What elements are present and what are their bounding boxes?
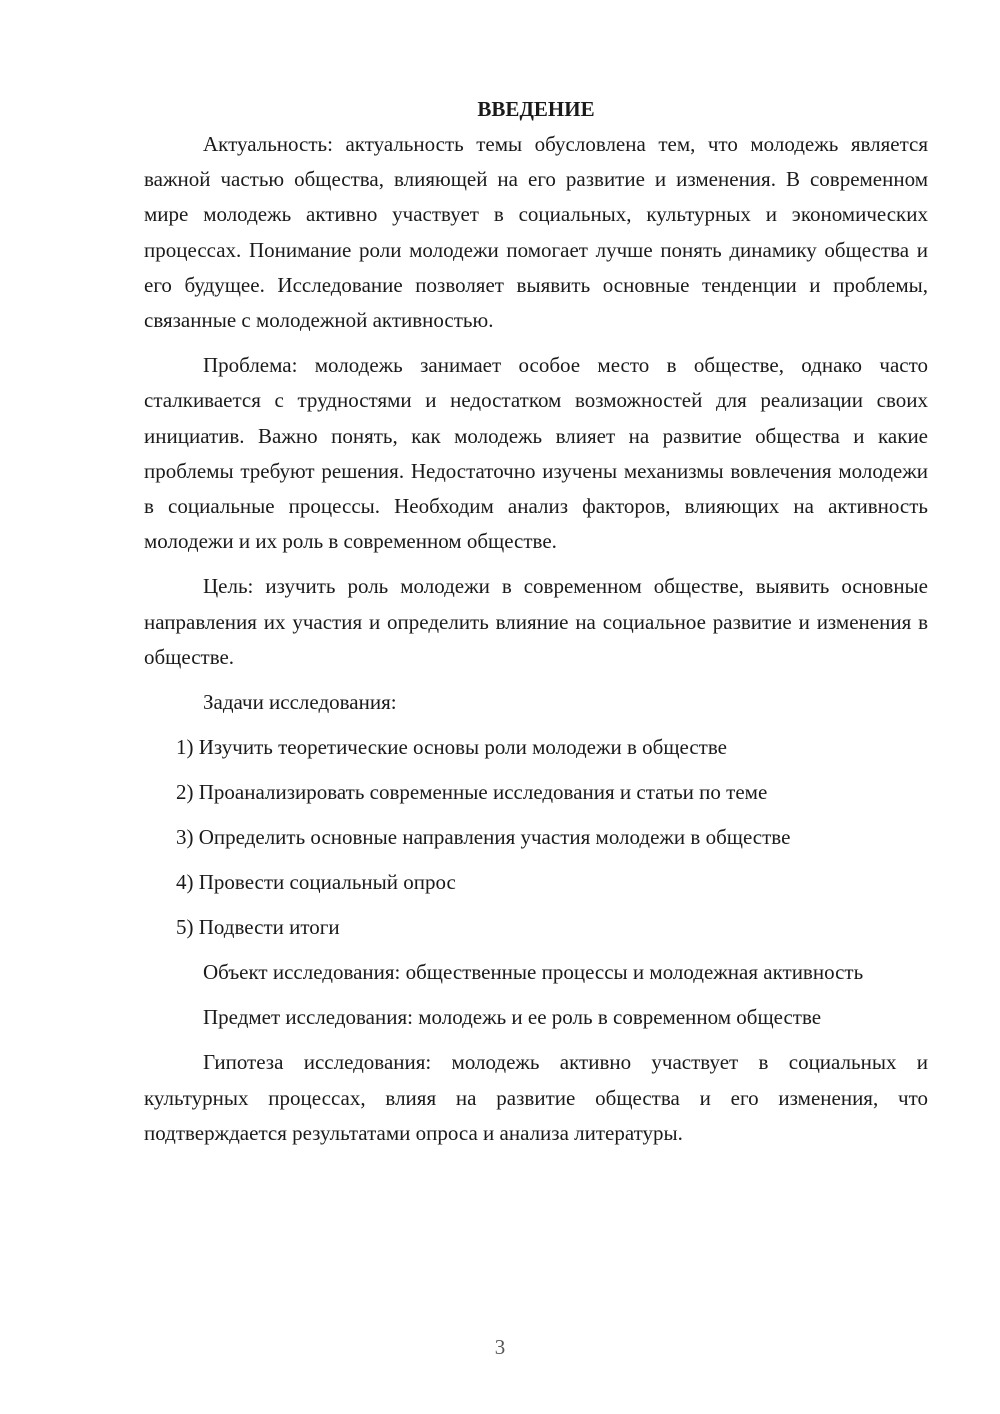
task-item: 3) Определить основные направления участия молодежи в обществе	[176, 825, 791, 850]
object-paragraph: Объект исследования: общественные процессы и молодежная активность	[203, 960, 864, 985]
problem-paragraph: Проблема: молодежь занимает особое место в обществе, однако часто сталкивается с трудностями и недостатком возможностей для реализации своих инициатив. Важно понять, как молодежь влияет на развитие общества и какие проблемы требуют решения. Недостаточно изучены механизмы вовлечения молодежи в социальные процессы. Необходим анализ факторов, влияющих на активность молодежи и их роль в современном обществе.	[144, 353, 928, 554]
hypothesis-paragraph: Гипотеза исследования: молодежь активно участвует в социальных и культурных процессах, влияя на развитие общества и его изменения, что подтверждается результатами опроса и анализа литературы.	[144, 1050, 928, 1145]
task-item: 5) Подвести итоги	[176, 915, 340, 940]
task-item: 1) Изучить теоретические основы роли молодежи в обществе	[176, 735, 727, 760]
task-item: 4) Провести социальный опрос	[176, 870, 456, 895]
tasks-heading: Задачи исследования:	[203, 690, 397, 715]
goal-paragraph: Цель: изучить роль молодежи в современном обществе, выявить основные направления их участия и определить влияние на социальное развитие и изменения в обществе.	[144, 574, 928, 669]
subject-paragraph: Предмет исследования: молодежь и ее роль в современном обществе	[203, 1005, 822, 1030]
section-heading: ВВЕДЕНИЕ	[477, 97, 595, 121]
task-item: 2) Проанализировать современные исследования и статьи по теме	[176, 780, 768, 805]
page-number: 3	[494, 1335, 506, 1359]
page-content	[144, 92, 928, 1161]
tasks-list	[144, 730, 928, 945]
relevance-paragraph: Актуальность: актуальность темы обусловлена тем, что молодежь является важной частью общества, влияющей на его развитие и изменения. В современном мире молодежь активно участвует в социальных, культурных и экономических процессах. Понимание роли молодежи помогает лучше понять динамику общества и его будущее. Исследование позволяет выявить основные тенденции и проблемы, связанные с молодежной активностью.	[144, 132, 928, 333]
